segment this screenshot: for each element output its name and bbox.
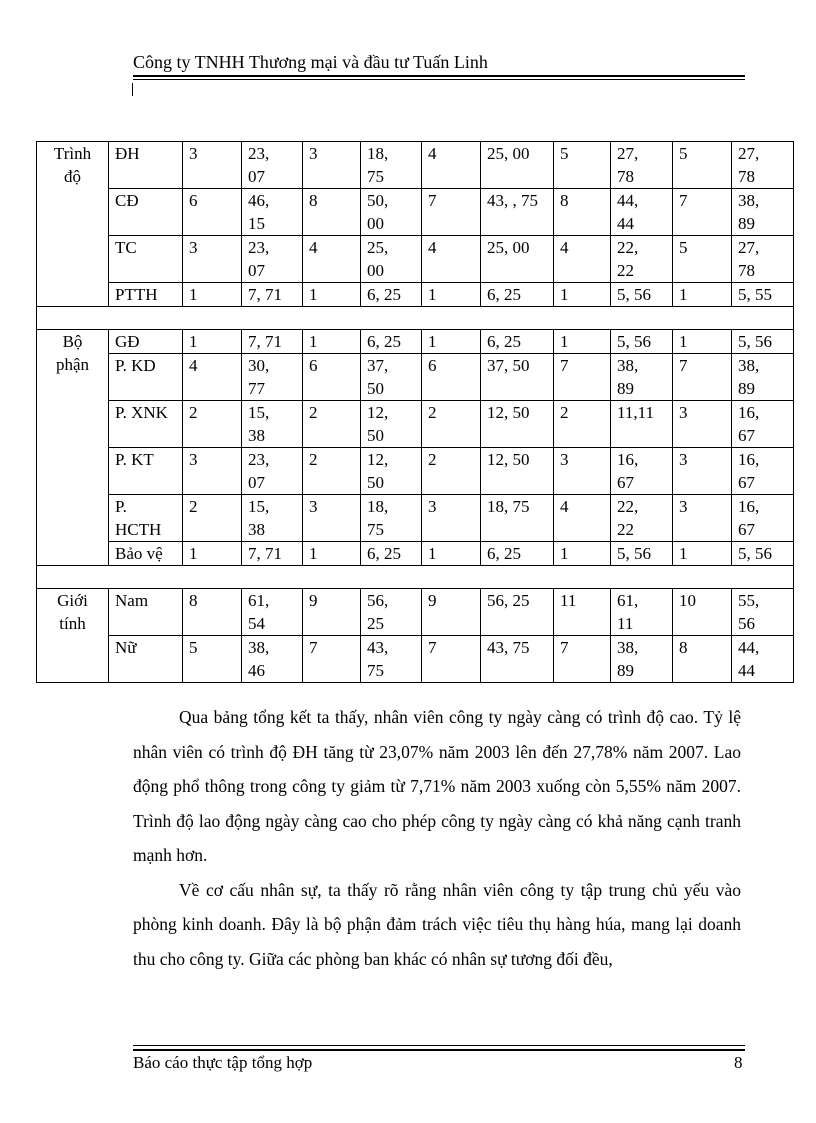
table-row [37, 401, 794, 448]
table-cell: 7 [554, 354, 611, 401]
spacer-cell [37, 307, 794, 330]
table-cell: 1 [673, 283, 732, 307]
table-cell: 4 [183, 354, 242, 401]
table-cell: 11 [554, 589, 611, 636]
row-label: Bảo vệ [109, 542, 183, 566]
table-cell: 12, 50 [481, 448, 554, 495]
table-cell: 27, 78 [732, 236, 794, 283]
table-cell: 27, 78 [732, 142, 794, 189]
table-cell: 3 [673, 401, 732, 448]
table-cell: 38, 89 [732, 189, 794, 236]
table-cell: 56, 25 [481, 589, 554, 636]
header-rule-thin [133, 79, 745, 80]
table-cell: 15, 38 [242, 401, 303, 448]
table-cell: 7 [422, 189, 481, 236]
table-cell: 7 [303, 636, 361, 683]
table-cell: 4 [422, 236, 481, 283]
table-cell: 2 [183, 401, 242, 448]
table-cell: 1 [422, 283, 481, 307]
table-cell: 4 [554, 236, 611, 283]
table-cell: 18, 75 [481, 495, 554, 542]
table-cell: 9 [303, 589, 361, 636]
table-row [37, 542, 794, 566]
table-cell: 3 [673, 448, 732, 495]
table-cell: 4 [422, 142, 481, 189]
row-label: TC [109, 236, 183, 283]
table-cell: 44, 44 [732, 636, 794, 683]
table-cell: 6, 25 [481, 283, 554, 307]
table-cell: 22, 22 [611, 236, 673, 283]
header-rule [133, 75, 745, 77]
table-row [37, 330, 794, 354]
table-cell: 12, 50 [481, 401, 554, 448]
table-cell: 12, 50 [361, 401, 422, 448]
table-cell: 37, 50 [481, 354, 554, 401]
group-label: Trình độ [37, 142, 109, 307]
table-cell: 11,11 [611, 401, 673, 448]
table-cell: 1 [554, 330, 611, 354]
row-label: Nữ [109, 636, 183, 683]
table-cell: 23, 07 [242, 236, 303, 283]
table-cell: 7 [422, 636, 481, 683]
table-cell: 5 [673, 142, 732, 189]
table-row [37, 354, 794, 401]
table-cell: 37, 50 [361, 354, 422, 401]
row-label: P. KD [109, 354, 183, 401]
table-cell: 2 [422, 401, 481, 448]
table-cell: 5, 56 [611, 283, 673, 307]
table-cell: 7 [673, 189, 732, 236]
row-label: ĐH [109, 142, 183, 189]
page-number: 8 [734, 1053, 743, 1072]
table-row [37, 142, 794, 189]
table-row [37, 189, 794, 236]
row-label: P. XNK [109, 401, 183, 448]
table-cell: 7 [673, 354, 732, 401]
table-cell: 3 [554, 448, 611, 495]
spacer-row [37, 307, 794, 330]
table-cell: 43, 75 [361, 636, 422, 683]
table-cell: 38, 46 [242, 636, 303, 683]
group-label: Bộ phận [37, 330, 109, 566]
table-cell: 7, 71 [242, 542, 303, 566]
table-cell: 18, 75 [361, 495, 422, 542]
table-cell: 6, 25 [481, 330, 554, 354]
table-cell: 16, 67 [732, 495, 794, 542]
table-cell: 27, 78 [611, 142, 673, 189]
table-cell: 6 [303, 354, 361, 401]
table-cell: 8 [554, 189, 611, 236]
table-cell: 1 [554, 283, 611, 307]
table-row [37, 495, 794, 542]
table-cell: 6, 25 [481, 542, 554, 566]
footer-rule [133, 1049, 745, 1051]
table-cell: 43, 75 [481, 636, 554, 683]
table-cell: 4 [554, 495, 611, 542]
table-row [37, 448, 794, 495]
table-cell: 3 [303, 142, 361, 189]
table-cell: 2 [183, 495, 242, 542]
table-cell: 6, 25 [361, 542, 422, 566]
paragraph-2: Về cơ cấu nhân sự, ta thấy rõ rằng nhân viên công ty tập trung chủ yếu vào phòng kinh doanh. Đây là bộ phận đảm trách việc tiêu thụ hàng húa, mang lại doanh thu cho công ty. Giữa các phòng ban khác có nhân sự tương đối đều, [133, 879, 741, 969]
group-label: Giới tính [37, 589, 109, 683]
row-label: P. KT [109, 448, 183, 495]
table-row [37, 283, 794, 307]
table-cell: 3 [183, 236, 242, 283]
table-cell: 10 [673, 589, 732, 636]
paragraph-1: Qua bảng tổng kết ta thấy, nhân viên công ty ngày càng có trình độ cao. Tỷ lệ nhân viên có trình độ ĐH tăng từ 23,07% năm 2003 lên đến 27,78% năm 2007. Lao động phổ thông trong công ty giảm từ 7,71% năm 2003 xuống còn 5,55% năm 2007. Trình độ lao động ngày càng cao cho phép công ty ngày càng có khả năng cạnh tranh mạnh hơn. [133, 707, 741, 865]
table-cell: 15, 38 [242, 495, 303, 542]
table-cell: 23, 07 [242, 448, 303, 495]
table-cell: 43, , 75 [481, 189, 554, 236]
table-cell: 38, 89 [611, 636, 673, 683]
table-cell: 5, 55 [732, 283, 794, 307]
table-cell: 1 [183, 542, 242, 566]
text-cursor [132, 83, 133, 96]
table-cell: 18, 75 [361, 142, 422, 189]
table-cell: 2 [303, 448, 361, 495]
table-cell: 25, 00 [481, 236, 554, 283]
row-label: P. HCTH [109, 495, 183, 542]
table-cell: 5 [183, 636, 242, 683]
table-cell: 55, 56 [732, 589, 794, 636]
table-cell: 1 [673, 330, 732, 354]
table-cell: 5, 56 [732, 542, 794, 566]
table-cell: 16, 67 [732, 401, 794, 448]
table-cell: 56, 25 [361, 589, 422, 636]
table-cell: 1 [303, 330, 361, 354]
table-cell: 3 [183, 142, 242, 189]
table-cell: 25, 00 [481, 142, 554, 189]
table-cell: 4 [303, 236, 361, 283]
table-cell: 9 [422, 589, 481, 636]
table-cell: 1 [422, 542, 481, 566]
table-cell: 16, 67 [611, 448, 673, 495]
table-cell: 38, 89 [732, 354, 794, 401]
body-text [133, 700, 741, 976]
table-cell: 38, 89 [611, 354, 673, 401]
spacer-row [37, 566, 794, 589]
table-cell: 61, 11 [611, 589, 673, 636]
spacer-cell [37, 566, 794, 589]
footer-title: Báo cáo thực tập tổng hợp [133, 1053, 313, 1072]
table-cell: 44, 44 [611, 189, 673, 236]
table-cell: 30, 77 [242, 354, 303, 401]
table-row [37, 589, 794, 636]
table-row [37, 636, 794, 683]
table-cell: 1 [183, 283, 242, 307]
table-cell: 2 [422, 448, 481, 495]
table-cell: 3 [673, 495, 732, 542]
table-cell: 7 [554, 636, 611, 683]
table-cell: 5, 56 [611, 542, 673, 566]
table-cell: 8 [303, 189, 361, 236]
table-cell: 5, 56 [611, 330, 673, 354]
table-cell: 6 [183, 189, 242, 236]
table-cell: 6, 25 [361, 330, 422, 354]
table-cell: 8 [673, 636, 732, 683]
footer-rule-thin [133, 1045, 745, 1046]
table-cell: 1 [554, 542, 611, 566]
table-cell: 5, 56 [732, 330, 794, 354]
table-cell: 23, 07 [242, 142, 303, 189]
table-row [37, 236, 794, 283]
table-cell: 12, 50 [361, 448, 422, 495]
table-cell: 1 [183, 330, 242, 354]
table-cell: 1 [303, 542, 361, 566]
table-cell: 50, 00 [361, 189, 422, 236]
table-cell: 1 [422, 330, 481, 354]
row-label: CĐ [109, 189, 183, 236]
table-cell: 25, 00 [361, 236, 422, 283]
table-cell: 22, 22 [611, 495, 673, 542]
table-cell: 2 [554, 401, 611, 448]
table-cell: 6 [422, 354, 481, 401]
table-cell: 3 [422, 495, 481, 542]
table-cell: 3 [303, 495, 361, 542]
table-cell: 7, 71 [242, 330, 303, 354]
table-cell: 3 [183, 448, 242, 495]
row-label: GĐ [109, 330, 183, 354]
table-cell: 7, 71 [242, 283, 303, 307]
table-cell: 1 [673, 542, 732, 566]
table-cell: 5 [554, 142, 611, 189]
row-label: Nam [109, 589, 183, 636]
staff-structure-table [36, 141, 794, 683]
table-cell: 46, 15 [242, 189, 303, 236]
table-cell: 5 [673, 236, 732, 283]
table-cell: 6, 25 [361, 283, 422, 307]
table-cell: 2 [303, 401, 361, 448]
table-cell: 16, 67 [732, 448, 794, 495]
row-label: PTTH [109, 283, 183, 307]
running-header: Công ty TNHH Thương mại và đầu tư Tuấn Linh [133, 52, 488, 72]
table-cell: 8 [183, 589, 242, 636]
table-cell: 61, 54 [242, 589, 303, 636]
table-cell: 1 [303, 283, 361, 307]
